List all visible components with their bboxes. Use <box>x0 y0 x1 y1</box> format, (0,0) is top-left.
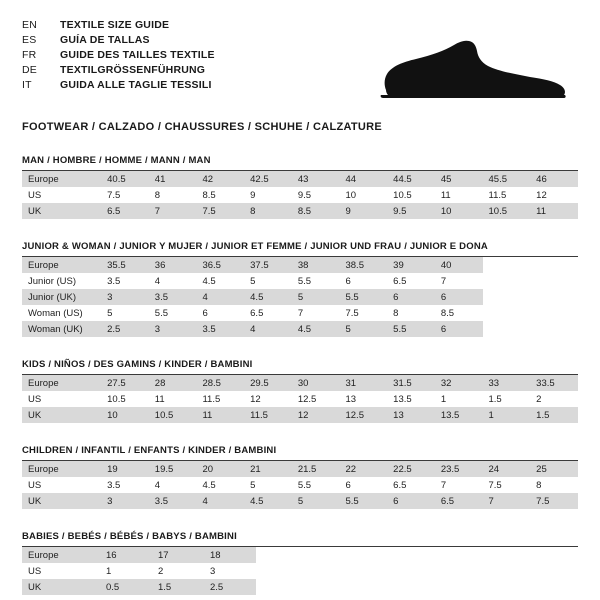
size-cell: 9.5 <box>387 203 435 219</box>
size-cell: 4.5 <box>244 493 292 509</box>
size-cell <box>412 563 464 579</box>
size-table-body <box>22 547 600 595</box>
size-cell: 1 <box>100 563 152 579</box>
size-cell: 5 <box>244 477 292 493</box>
size-cell: 4 <box>149 477 197 493</box>
size-cell <box>530 321 578 337</box>
size-cell: 4.5 <box>292 321 340 337</box>
size-cell: 28 <box>149 375 197 391</box>
size-cell: 5 <box>339 321 387 337</box>
size-cell: 12.5 <box>339 407 387 423</box>
row-label: Europe <box>22 375 101 391</box>
row-label: Europe <box>22 171 101 187</box>
size-cell <box>308 547 360 563</box>
size-cell <box>308 563 360 579</box>
size-cell: 8 <box>387 305 435 321</box>
size-cell: 10.5 <box>387 187 435 203</box>
size-cell <box>530 305 578 321</box>
size-cell: 5 <box>101 305 149 321</box>
size-cell: 25 <box>530 461 578 477</box>
size-cell: 3.5 <box>196 321 244 337</box>
size-table-body <box>22 375 578 423</box>
size-cell: 12 <box>530 187 578 203</box>
size-table-body <box>22 461 578 509</box>
size-block-heading: KIDS / NIÑOS / DES GAMINS / KINDER / BAMBINI <box>22 359 578 375</box>
table-row <box>22 375 578 391</box>
size-cell: 40 <box>435 257 483 273</box>
size-cell: 6 <box>387 493 435 509</box>
size-cell: 8.5 <box>435 305 483 321</box>
row-label: Junior (US) <box>22 273 101 289</box>
size-cell: 46 <box>530 171 578 187</box>
size-cell <box>530 273 578 289</box>
size-cell: 33.5 <box>530 375 578 391</box>
size-cell: 5.5 <box>149 305 197 321</box>
size-cell <box>483 321 531 337</box>
size-cell: 5 <box>292 493 340 509</box>
size-cell: 21.5 <box>292 461 340 477</box>
row-label: UK <box>22 579 100 595</box>
size-cell: 7 <box>435 477 483 493</box>
size-cell <box>360 579 412 595</box>
language-row <box>22 33 215 48</box>
size-block-heading: JUNIOR & WOMAN / JUNIOR Y MUJER / JUNIOR ET FEMME / JUNIOR UND FRAU / JUNIOR E DONA <box>22 241 578 257</box>
size-block-children <box>22 445 578 509</box>
size-cell <box>530 257 578 273</box>
size-cell: 10 <box>435 203 483 219</box>
row-label: UK <box>22 407 101 423</box>
size-cell: 7.5 <box>530 493 578 509</box>
size-cell: 33 <box>483 375 531 391</box>
size-cell: 6 <box>339 477 387 493</box>
size-cell: 44 <box>339 171 387 187</box>
size-cell: 5.5 <box>387 321 435 337</box>
size-cell: 3.5 <box>149 493 197 509</box>
size-cell: 8 <box>149 187 197 203</box>
size-cell: 3 <box>204 563 256 579</box>
size-cell <box>256 563 308 579</box>
size-cell: 1 <box>435 391 483 407</box>
size-cell <box>308 579 360 595</box>
size-cell: 5.5 <box>292 477 340 493</box>
size-cell: 30 <box>292 375 340 391</box>
size-cell: 39 <box>387 257 435 273</box>
size-table <box>22 375 578 423</box>
size-cell: 13 <box>387 407 435 423</box>
size-tables-container <box>22 155 578 595</box>
size-cell: 45 <box>435 171 483 187</box>
size-cell: 4 <box>196 493 244 509</box>
size-cell: 6 <box>435 321 483 337</box>
size-cell: 42 <box>196 171 244 187</box>
table-row <box>22 547 600 563</box>
size-cell <box>516 563 568 579</box>
size-cell: 11 <box>149 391 197 407</box>
size-cell: 4.5 <box>244 289 292 305</box>
size-cell: 6.5 <box>244 305 292 321</box>
language-code: FR <box>22 49 37 61</box>
table-row <box>22 407 578 423</box>
size-table-body <box>22 257 578 337</box>
language-title: TEXTILGRÖSSENFÜHRUNG <box>60 64 206 76</box>
size-cell: 7 <box>483 493 531 509</box>
size-cell: 9 <box>244 187 292 203</box>
size-cell: 5.5 <box>339 493 387 509</box>
size-cell: 32 <box>435 375 483 391</box>
size-cell: 10.5 <box>101 391 149 407</box>
size-table-body <box>22 171 578 219</box>
size-cell: 0.5 <box>100 579 152 595</box>
size-cell: 12 <box>244 391 292 407</box>
table-row <box>22 579 600 595</box>
footwear-section-title: FOOTWEAR / CALZADO / CHAUSSURES / SCHUHE / CALZATURE <box>22 121 383 133</box>
size-cell: 4 <box>244 321 292 337</box>
size-table <box>22 461 578 509</box>
size-cell: 6.5 <box>435 493 483 509</box>
row-label: UK <box>22 493 101 509</box>
size-cell: 10.5 <box>149 407 197 423</box>
size-cell: 2.5 <box>204 579 256 595</box>
size-cell: 11.5 <box>196 391 244 407</box>
language-row <box>22 63 215 78</box>
table-row <box>22 305 578 321</box>
language-code: IT <box>22 79 32 91</box>
size-table <box>22 171 578 219</box>
size-cell: 17 <box>152 547 204 563</box>
size-cell: 43 <box>292 171 340 187</box>
size-cell: 7 <box>292 305 340 321</box>
size-table <box>22 547 600 595</box>
size-cell: 42.5 <box>244 171 292 187</box>
size-cell: 35.5 <box>101 257 149 273</box>
size-cell: 20 <box>196 461 244 477</box>
size-cell <box>360 547 412 563</box>
size-block-heading: BABIES / BEBÉS / BÉBÉS / BABYS / BAMBINI <box>22 531 578 547</box>
language-code: ES <box>22 34 37 46</box>
size-cell: 3 <box>101 289 149 305</box>
language-title: GUIDA ALLE TAGLIE TESSILI <box>60 79 212 91</box>
table-row <box>22 203 578 219</box>
size-cell <box>256 547 308 563</box>
size-cell: 18 <box>204 547 256 563</box>
size-cell: 2 <box>530 391 578 407</box>
size-cell: 1 <box>483 407 531 423</box>
row-label: Junior (UK) <box>22 289 101 305</box>
row-label: US <box>22 391 101 407</box>
language-code: EN <box>22 19 37 31</box>
row-label: Europe <box>22 257 101 273</box>
size-cell: 11.5 <box>483 187 531 203</box>
size-cell: 36.5 <box>196 257 244 273</box>
size-cell: 8 <box>244 203 292 219</box>
size-cell <box>516 547 568 563</box>
size-block-heading: CHILDREN / INFANTIL / ENFANTS / KINDER / BAMBINI <box>22 445 578 461</box>
size-cell: 8.5 <box>292 203 340 219</box>
size-cell: 11 <box>196 407 244 423</box>
size-cell: 5 <box>244 273 292 289</box>
size-cell: 2.5 <box>101 321 149 337</box>
size-cell <box>412 547 464 563</box>
size-cell: 5.5 <box>292 273 340 289</box>
size-block-heading: MAN / HOMBRE / HOMME / MANN / MAN <box>22 155 578 171</box>
size-cell: 12.5 <box>292 391 340 407</box>
language-title: TEXTILE SIZE GUIDE <box>60 19 170 31</box>
size-cell <box>530 289 578 305</box>
size-cell: 6 <box>339 273 387 289</box>
size-cell <box>483 273 531 289</box>
size-cell: 22 <box>339 461 387 477</box>
dress-shoe-icon <box>378 38 568 105</box>
row-label: Europe <box>22 547 100 563</box>
size-cell: 6 <box>387 289 435 305</box>
size-cell: 27.5 <box>101 375 149 391</box>
size-cell: 3.5 <box>101 477 149 493</box>
row-label: US <box>22 187 101 203</box>
language-code: DE <box>22 64 37 76</box>
table-row <box>22 563 600 579</box>
row-label: Woman (UK) <box>22 321 101 337</box>
size-cell: 11 <box>530 203 578 219</box>
size-cell: 44.5 <box>387 171 435 187</box>
table-row <box>22 257 578 273</box>
table-row <box>22 187 578 203</box>
size-cell: 41 <box>149 171 197 187</box>
size-cell: 6.5 <box>387 477 435 493</box>
size-cell: 38.5 <box>339 257 387 273</box>
size-cell: 7.5 <box>483 477 531 493</box>
language-title: GUÍA DE TALLAS <box>60 34 150 46</box>
size-cell: 4 <box>149 273 197 289</box>
language-title: GUIDE DES TAILLES TEXTILE <box>60 49 215 61</box>
document-header <box>22 18 578 105</box>
size-cell: 40.5 <box>101 171 149 187</box>
size-cell <box>360 563 412 579</box>
size-block-kids <box>22 359 578 423</box>
size-cell: 24 <box>483 461 531 477</box>
size-cell: 3 <box>149 321 197 337</box>
size-block-man <box>22 155 578 219</box>
size-cell: 4.5 <box>196 477 244 493</box>
size-cell: 45.5 <box>483 171 531 187</box>
table-row <box>22 321 578 337</box>
size-cell: 37.5 <box>244 257 292 273</box>
size-cell: 19.5 <box>149 461 197 477</box>
size-cell: 9 <box>339 203 387 219</box>
size-cell: 13.5 <box>387 391 435 407</box>
size-cell: 10.5 <box>483 203 531 219</box>
size-cell: 6.5 <box>387 273 435 289</box>
size-cell: 1.5 <box>152 579 204 595</box>
size-cell <box>464 579 516 595</box>
table-row <box>22 461 578 477</box>
table-row <box>22 493 578 509</box>
size-cell: 6.5 <box>101 203 149 219</box>
size-cell: 29.5 <box>244 375 292 391</box>
row-label: US <box>22 563 100 579</box>
table-row <box>22 391 578 407</box>
language-title-list-body <box>22 18 215 93</box>
size-cell: 10 <box>339 187 387 203</box>
size-cell <box>516 579 568 595</box>
size-cell: 36 <box>149 257 197 273</box>
language-row <box>22 18 215 33</box>
size-cell: 6 <box>196 305 244 321</box>
size-cell <box>483 289 531 305</box>
size-cell: 4 <box>196 289 244 305</box>
size-cell: 1.5 <box>530 407 578 423</box>
size-cell: 8 <box>530 477 578 493</box>
table-row <box>22 171 578 187</box>
size-cell: 19 <box>101 461 149 477</box>
size-cell: 28.5 <box>196 375 244 391</box>
size-block-babies <box>22 531 578 595</box>
size-cell <box>568 579 600 595</box>
size-table <box>22 257 578 337</box>
size-cell: 31 <box>339 375 387 391</box>
language-title-list <box>22 18 215 93</box>
size-cell <box>483 305 531 321</box>
size-cell: 7.5 <box>196 203 244 219</box>
size-cell: 38 <box>292 257 340 273</box>
size-cell: 7 <box>435 273 483 289</box>
size-cell: 16 <box>100 547 152 563</box>
size-cell: 7 <box>149 203 197 219</box>
size-cell: 13 <box>339 391 387 407</box>
size-cell <box>256 579 308 595</box>
size-cell: 1.5 <box>483 391 531 407</box>
size-cell: 11.5 <box>244 407 292 423</box>
table-row <box>22 477 578 493</box>
row-label: Woman (US) <box>22 305 101 321</box>
size-block-junior-woman <box>22 241 578 337</box>
language-row <box>22 48 215 63</box>
size-cell: 7.5 <box>339 305 387 321</box>
size-cell <box>568 563 600 579</box>
size-cell: 7.5 <box>101 187 149 203</box>
language-row <box>22 78 215 93</box>
size-cell: 31.5 <box>387 375 435 391</box>
size-cell: 2 <box>152 563 204 579</box>
size-cell: 4.5 <box>196 273 244 289</box>
size-cell: 13.5 <box>435 407 483 423</box>
size-cell: 22.5 <box>387 461 435 477</box>
size-cell <box>568 547 600 563</box>
size-cell: 9.5 <box>292 187 340 203</box>
size-cell: 6 <box>435 289 483 305</box>
size-cell: 12 <box>292 407 340 423</box>
size-cell: 5.5 <box>339 289 387 305</box>
size-cell: 11 <box>435 187 483 203</box>
table-row <box>22 289 578 305</box>
row-label: Europe <box>22 461 101 477</box>
size-cell: 21 <box>244 461 292 477</box>
size-cell: 23.5 <box>435 461 483 477</box>
row-label: UK <box>22 203 101 219</box>
table-row <box>22 273 578 289</box>
size-cell: 3.5 <box>101 273 149 289</box>
row-label: US <box>22 477 101 493</box>
size-cell: 3 <box>101 493 149 509</box>
size-cell: 3.5 <box>149 289 197 305</box>
size-cell <box>464 563 516 579</box>
size-cell <box>464 547 516 563</box>
size-cell <box>412 579 464 595</box>
size-cell: 5 <box>292 289 340 305</box>
size-cell <box>483 257 531 273</box>
size-cell: 10 <box>101 407 149 423</box>
size-cell: 8.5 <box>196 187 244 203</box>
